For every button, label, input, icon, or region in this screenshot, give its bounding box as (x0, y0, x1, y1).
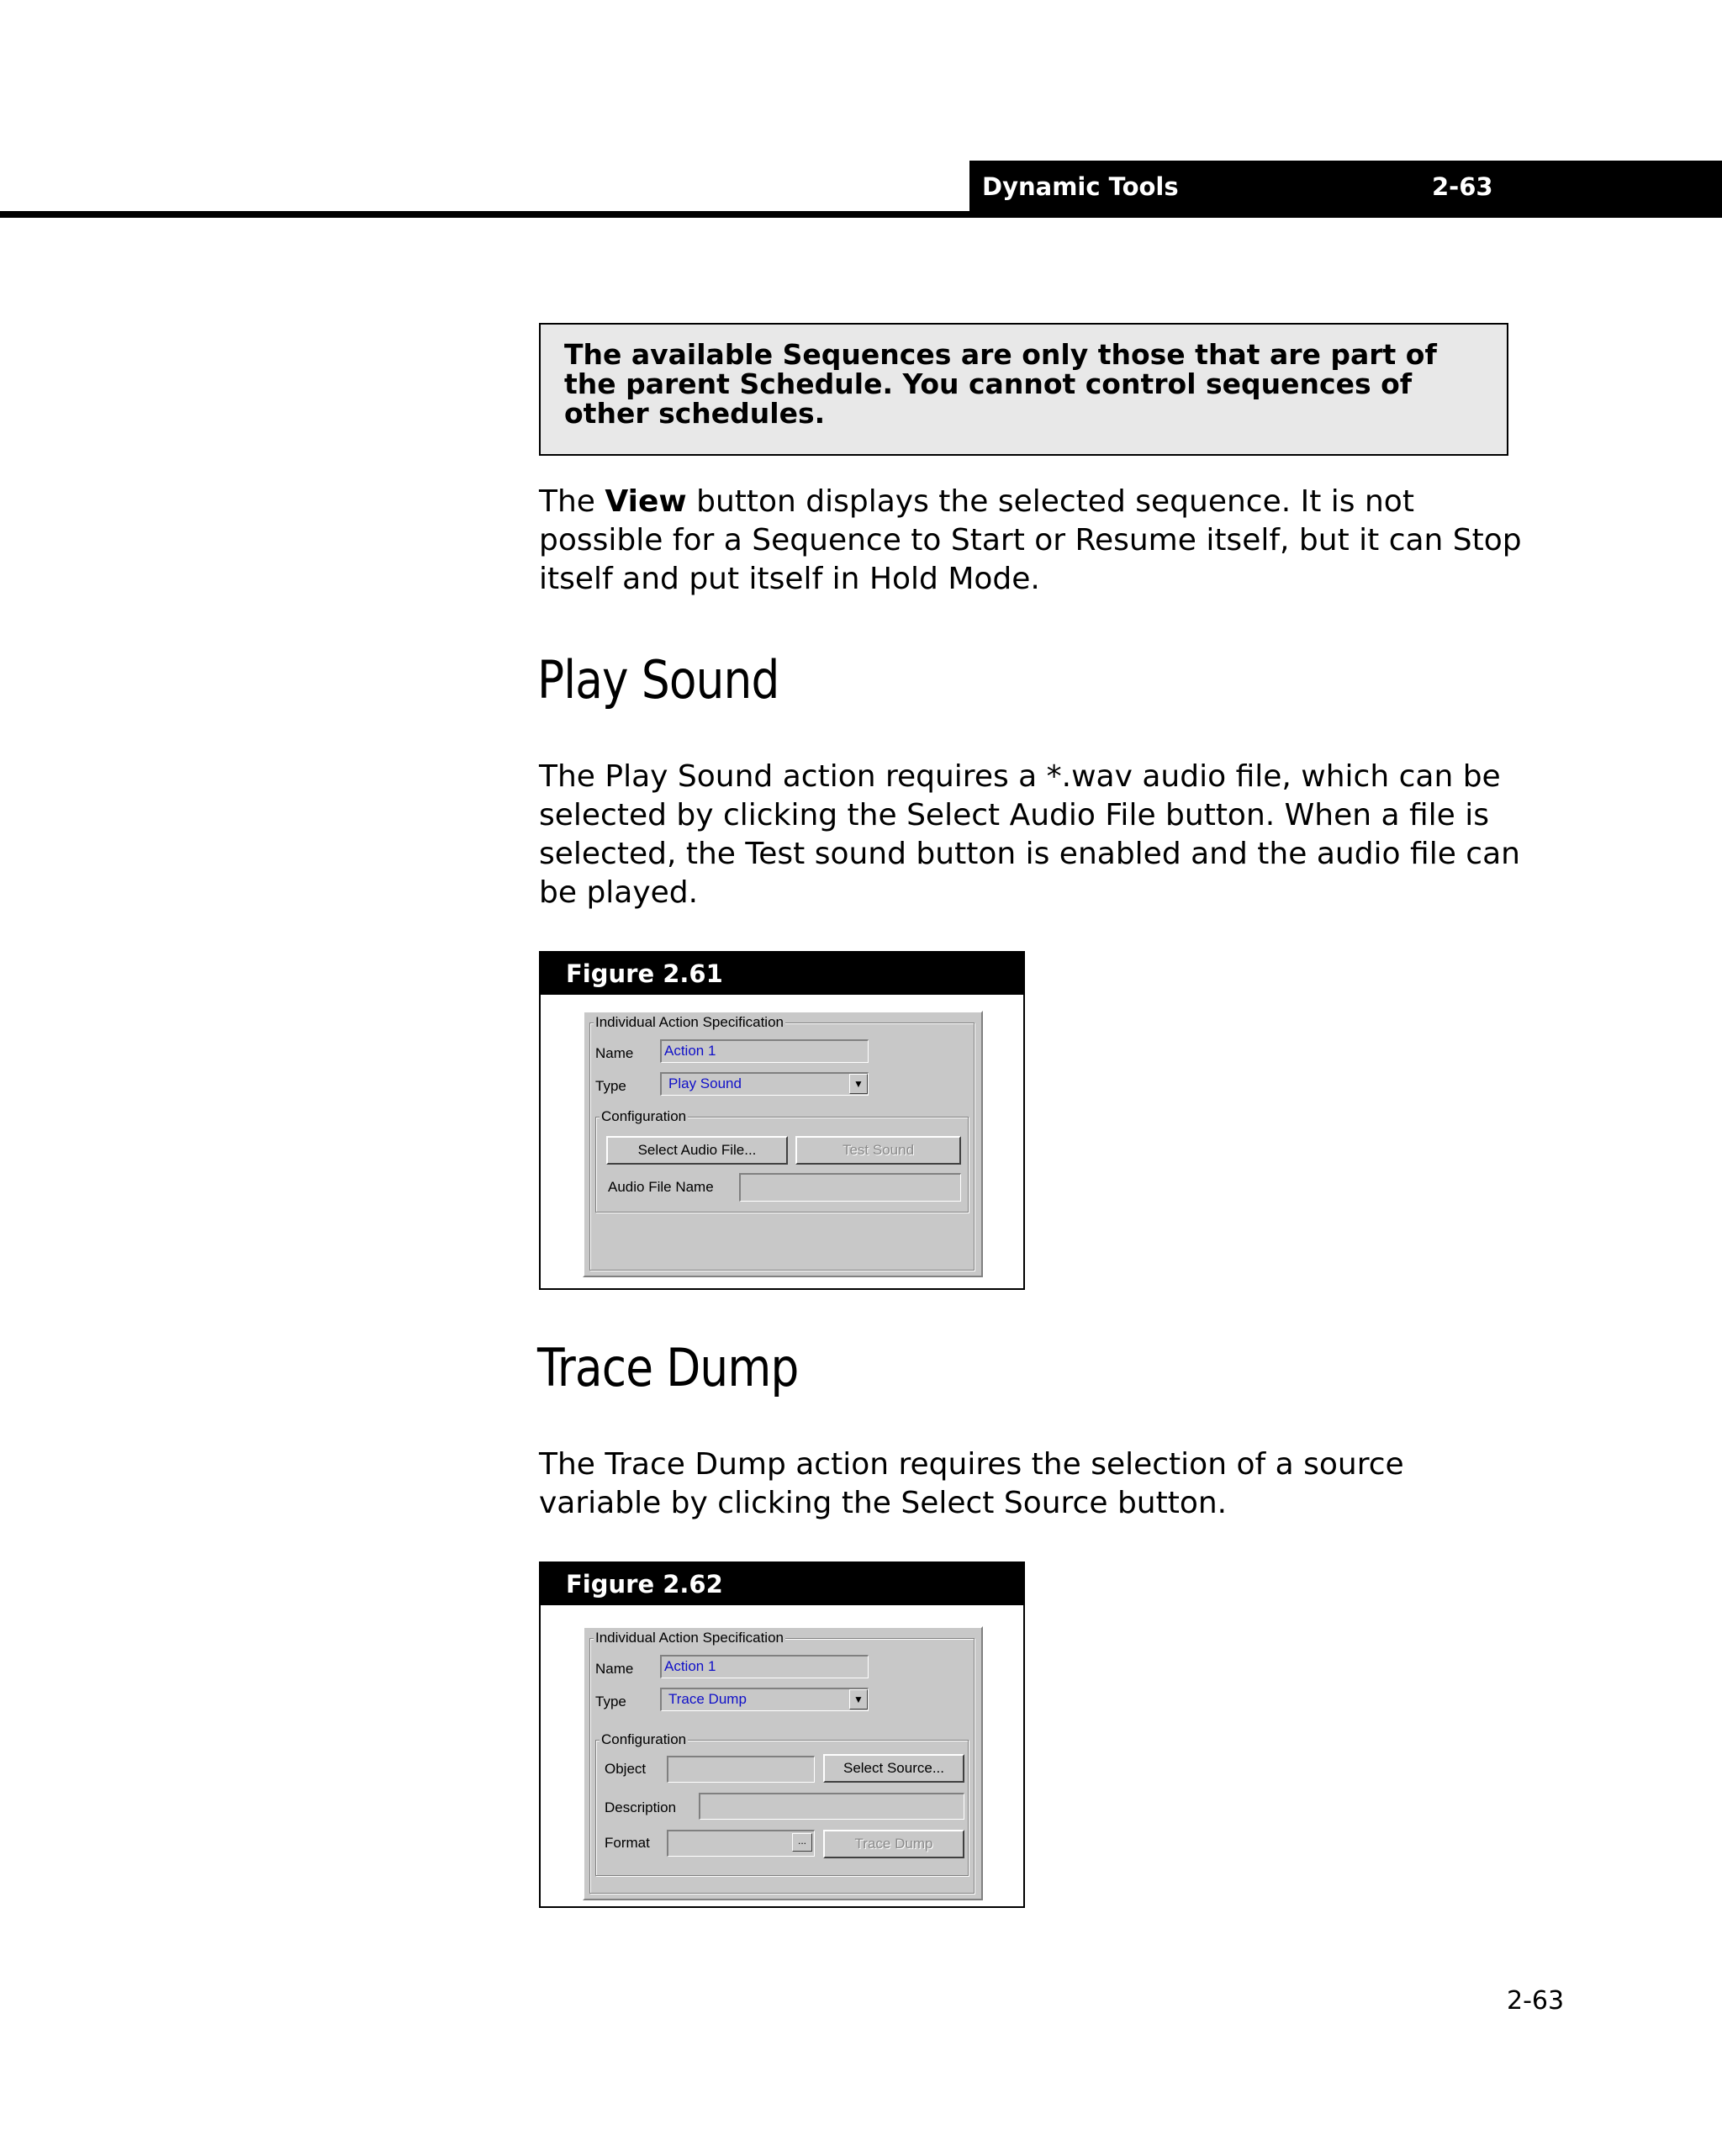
action-spec-group (589, 1630, 975, 1894)
type-select[interactable] (660, 1688, 869, 1711)
ellipsis-button[interactable]: ... (792, 1833, 812, 1852)
configuration-group (595, 1731, 969, 1876)
name-field[interactable]: Action 1 (660, 1655, 869, 1678)
description-field[interactable] (699, 1793, 964, 1820)
trace-dump-paragraph: The Trace Dump action requires the selection of a source variable by clicking the Select Source button. (539, 1447, 1404, 1520)
play-sound-dialog (583, 1011, 983, 1277)
audio-file-name-label: Audio File Name (608, 1179, 714, 1195)
running-header (969, 161, 1722, 218)
test-sound-button[interactable]: Test Sound (795, 1136, 961, 1165)
view-paragraph-post: button displays the selected sequence. It is not possible for a Sequence to Start or Resume itself, but it can Stop itself and put itself in Hold Mode. (539, 484, 1522, 596)
object-label: Object (605, 1761, 647, 1777)
figure-2-61 (539, 951, 1025, 1290)
format-field[interactable] (667, 1830, 815, 1857)
view-paragraph (539, 483, 1523, 599)
name-field[interactable]: Action 1 (660, 1039, 869, 1063)
audio-file-name-field[interactable] (739, 1173, 961, 1202)
trace-dump-dialog (583, 1626, 983, 1900)
type-label: Type (595, 1694, 626, 1709)
type-select[interactable] (660, 1072, 869, 1096)
group-label: Individual Action Specification (595, 1014, 784, 1030)
figure-2-62 (539, 1562, 1025, 1908)
action-spec-group (589, 1014, 975, 1271)
chevron-down-icon[interactable]: ▼ (849, 1689, 868, 1709)
figure-caption: Figure 2.62 (541, 1563, 1023, 1605)
footer-page-number: 2-63 (1507, 1986, 1565, 2016)
object-field[interactable] (667, 1756, 815, 1783)
configuration-label: Configuration (601, 1108, 687, 1124)
play-sound-paragraph: The Play Sound action requires a *.wav audio file, which can be selected by clicking the Select Audio File button. When a file is selected, the Test sound button is enabled and the audio file can be played. (539, 759, 1520, 910)
header-title: Dynamic Tools (982, 172, 1179, 201)
figure-caption: Figure 2.61 (541, 953, 1023, 995)
description-label: Description (605, 1799, 677, 1815)
name-label: Name (595, 1045, 634, 1061)
chevron-down-icon[interactable]: ▼ (849, 1074, 868, 1094)
format-label: Format (605, 1835, 650, 1851)
view-bold: View (605, 484, 687, 519)
group-label: Individual Action Specification (595, 1630, 784, 1646)
select-source-button[interactable]: Select Source... (823, 1754, 964, 1783)
trace-dump-button[interactable]: Trace Dump (823, 1830, 964, 1858)
note-box: The available Sequences are only those that are part of the parent Schedule. You cannot control sequences of other schedules. (539, 323, 1508, 456)
play-sound-heading: Play Sound (537, 649, 779, 711)
configuration-label: Configuration (601, 1731, 687, 1747)
name-label: Name (595, 1661, 634, 1677)
configuration-group (595, 1108, 969, 1213)
trace-dump-heading: Trace Dump (537, 1337, 799, 1398)
select-audio-file-button[interactable]: Select Audio File... (606, 1136, 788, 1165)
type-value: Trace Dump (668, 1691, 747, 1707)
header-page-number: 2-63 (1432, 172, 1493, 201)
type-value: Play Sound (668, 1075, 742, 1091)
type-label: Type (595, 1078, 626, 1094)
view-paragraph-pre: The (539, 484, 605, 519)
